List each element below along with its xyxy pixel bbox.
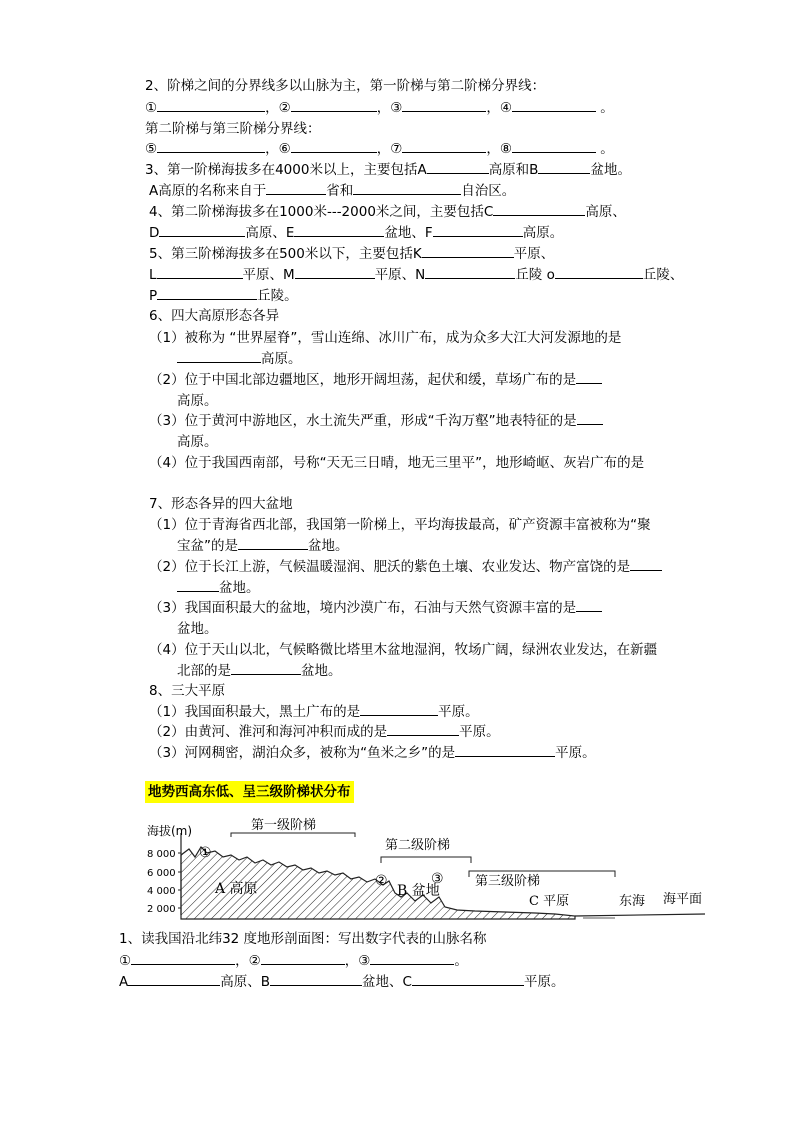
blank-q1-1[interactable] bbox=[131, 951, 235, 965]
section-title: 地势西高东低、呈三级阶梯状分布 bbox=[145, 781, 354, 803]
tick-2000: 2 000 bbox=[147, 904, 176, 915]
east-sea-label: 东海 bbox=[619, 894, 646, 909]
blank-q1-3[interactable] bbox=[370, 951, 454, 965]
step1-label: 第一级阶梯 bbox=[251, 818, 317, 833]
q7-3-answer: 盆地。 bbox=[177, 621, 218, 637]
q7-1-text: （1）位于青海省西北部，我国第一阶梯上，平均海拔最高，矿产资源丰富被称为“聚 bbox=[149, 517, 651, 533]
terrain-profile-diagram bbox=[145, 815, 715, 925]
blank-m[interactable] bbox=[295, 265, 375, 279]
blank-o[interactable] bbox=[555, 265, 643, 279]
q3b-line: A高原的名称来自于 省和 自治区。 bbox=[149, 183, 516, 199]
q1-text: 1、读我国沿北纬32 度地形剖面图：写出数字代表的山脉名称 bbox=[119, 931, 487, 947]
blank-e[interactable] bbox=[294, 223, 384, 237]
q2-blanks-line2: ⑤ ，⑥ ，⑦ ，⑧ 。 bbox=[145, 141, 614, 157]
blank-q8-3[interactable] bbox=[455, 743, 555, 757]
tick-8000: 8 000 bbox=[147, 849, 176, 860]
blank-q7-2a[interactable] bbox=[630, 557, 662, 571]
blank-q7-4[interactable] bbox=[231, 661, 301, 675]
step2-label: 第二级阶梯 bbox=[385, 838, 451, 853]
q4b-line: D 高原、E 盆地、F 高原。 bbox=[149, 225, 564, 241]
q7-4-text: （4）位于天山以北，气候略微比塔里木盆地湿润，牧场广阔，绿洲农业发达，在新疆 bbox=[149, 642, 658, 658]
blank-a[interactable] bbox=[427, 160, 489, 174]
q6-1-answer: 高原。 bbox=[177, 349, 302, 369]
q6-2-text: （2）位于中国北部边疆地区，地形开阔坦荡，起伏和缓，草场广布的是 bbox=[149, 370, 602, 390]
blank-province[interactable] bbox=[266, 181, 326, 195]
q5c-line: P 丘陵。 bbox=[149, 288, 298, 304]
blank-f[interactable] bbox=[433, 223, 523, 237]
q4a-line: 4、第二阶梯海拔多在1000米---2000米之间，主要包括C 高原、 bbox=[149, 204, 626, 220]
q2-blanks-line1: ① ，② ，③ ，④ 。 bbox=[145, 100, 614, 116]
plain-c-label: C 平原 bbox=[529, 894, 570, 909]
q2-text: 2、阶梯之间的分界线多以山脉为主，第一阶梯与第二阶梯分界线： bbox=[145, 78, 546, 94]
blank-3[interactable] bbox=[402, 98, 486, 112]
q8-title: 8、三大平原 bbox=[149, 683, 226, 699]
q6-2-answer: 高原。 bbox=[177, 393, 218, 409]
blank-region[interactable] bbox=[353, 181, 461, 195]
q5a-line: 5、第三阶梯海拔多在500米以下，主要包括K 平原、 bbox=[149, 246, 555, 262]
blank-q6-1[interactable] bbox=[177, 349, 261, 363]
blank-q1-b[interactable] bbox=[270, 972, 362, 986]
blank-b[interactable] bbox=[538, 160, 590, 174]
blank-7[interactable] bbox=[402, 139, 486, 153]
blank-6[interactable] bbox=[291, 139, 377, 153]
marker-2: ② bbox=[375, 873, 388, 889]
q6-4-text: （4）位于我国西南部，号称“天无三日晴，地无三里平”，地形崎岖、灰岩广布的是 bbox=[149, 455, 645, 471]
blank-q6-2[interactable] bbox=[576, 370, 602, 384]
q8-2: （2）由黄河、淮河和海河冲积而成的是 平原。 bbox=[149, 724, 500, 740]
blank-c[interactable] bbox=[493, 202, 585, 216]
blank-4[interactable] bbox=[512, 98, 596, 112]
q5b-line: L 平原、M 平原、N 丘陵 o 丘陵、 bbox=[149, 267, 684, 283]
blank-q1-c[interactable] bbox=[412, 972, 524, 986]
q7-2-text: （2）位于长江上游，气候温暖湿润、肥沃的紫色土壤、农业发达、物产富饶的是 bbox=[149, 557, 662, 577]
blank-p[interactable] bbox=[157, 286, 257, 300]
q1-line2: A 高原、B 盆地、C 平原。 bbox=[119, 974, 565, 990]
step1-bracket bbox=[231, 833, 355, 837]
q7-3-text: （3）我国面积最大的盆地，境内沙漠广布，石油与天然气资源丰富的是 bbox=[149, 598, 602, 618]
blank-q8-1[interactable] bbox=[360, 702, 438, 716]
q3-line: 3、第一阶梯海拔多在4000米以上，主要包括A 高原和B 盆地。 bbox=[145, 162, 631, 178]
sea-level-line bbox=[575, 914, 705, 916]
blank-k[interactable] bbox=[422, 244, 514, 258]
step2-bracket bbox=[381, 857, 471, 863]
q6-1-text: （1）被称为 “世界屋脊”，雪山连绵、冰川广布，成为众多大江大河发源地的是 bbox=[149, 330, 622, 346]
q6-3-text: （3）位于黄河中游地区，水土流失严重，形成“千沟万壑”地表特征的是 bbox=[149, 411, 603, 431]
sea-level-label: 海平面 bbox=[663, 892, 703, 907]
tick-4000: 4 000 bbox=[147, 886, 176, 897]
blank-q7-3[interactable] bbox=[576, 598, 602, 612]
plateau-a-label: A 高原 bbox=[215, 881, 258, 897]
blank-q1-a[interactable] bbox=[128, 972, 220, 986]
blank-l[interactable] bbox=[157, 265, 243, 279]
blank-2[interactable] bbox=[291, 98, 377, 112]
blank-5[interactable] bbox=[157, 139, 265, 153]
blank-d[interactable] bbox=[159, 223, 245, 237]
q7-4-answer: 北部的是 盆地。 bbox=[177, 663, 342, 679]
blank-n[interactable] bbox=[425, 265, 515, 279]
blank-q1-2[interactable] bbox=[261, 951, 345, 965]
q7-2-answer: 盆地。 bbox=[177, 578, 260, 598]
basin-b-label: B 盆地 bbox=[397, 883, 440, 899]
blank-q8-2[interactable] bbox=[387, 722, 459, 736]
y-axis-label: 海拔(m) bbox=[147, 824, 193, 838]
blank-q7-1[interactable] bbox=[238, 536, 308, 550]
q7-1-answer: 宝盆”的是 盆地。 bbox=[177, 538, 349, 554]
marker-1: ① bbox=[199, 845, 212, 861]
blank-q6-3[interactable] bbox=[577, 411, 603, 425]
q8-3: （3）河网稠密，湖泊众多，被称为“鱼米之乡”的是 平原。 bbox=[149, 745, 596, 761]
q6-3-answer: 高原。 bbox=[177, 434, 218, 450]
q2-sub-text: 第二阶梯与第三阶梯分界线： bbox=[145, 121, 321, 137]
step3-label: 第三级阶梯 bbox=[475, 874, 541, 889]
q7-title: 7、形态各异的四大盆地 bbox=[149, 496, 293, 512]
q8-1: （1）我国面积最大，黑土广布的是 平原。 bbox=[149, 704, 479, 720]
blank-q7-2b[interactable] bbox=[177, 578, 219, 592]
marker-3: ③ bbox=[431, 871, 444, 887]
q6-title: 6、四大高原形态各异 bbox=[149, 308, 280, 324]
q1-line1: ① ，② ，③ 。 bbox=[119, 953, 468, 969]
blank-1[interactable] bbox=[157, 98, 265, 112]
tick-6000: 6 000 bbox=[147, 868, 176, 879]
blank-8[interactable] bbox=[512, 139, 596, 153]
